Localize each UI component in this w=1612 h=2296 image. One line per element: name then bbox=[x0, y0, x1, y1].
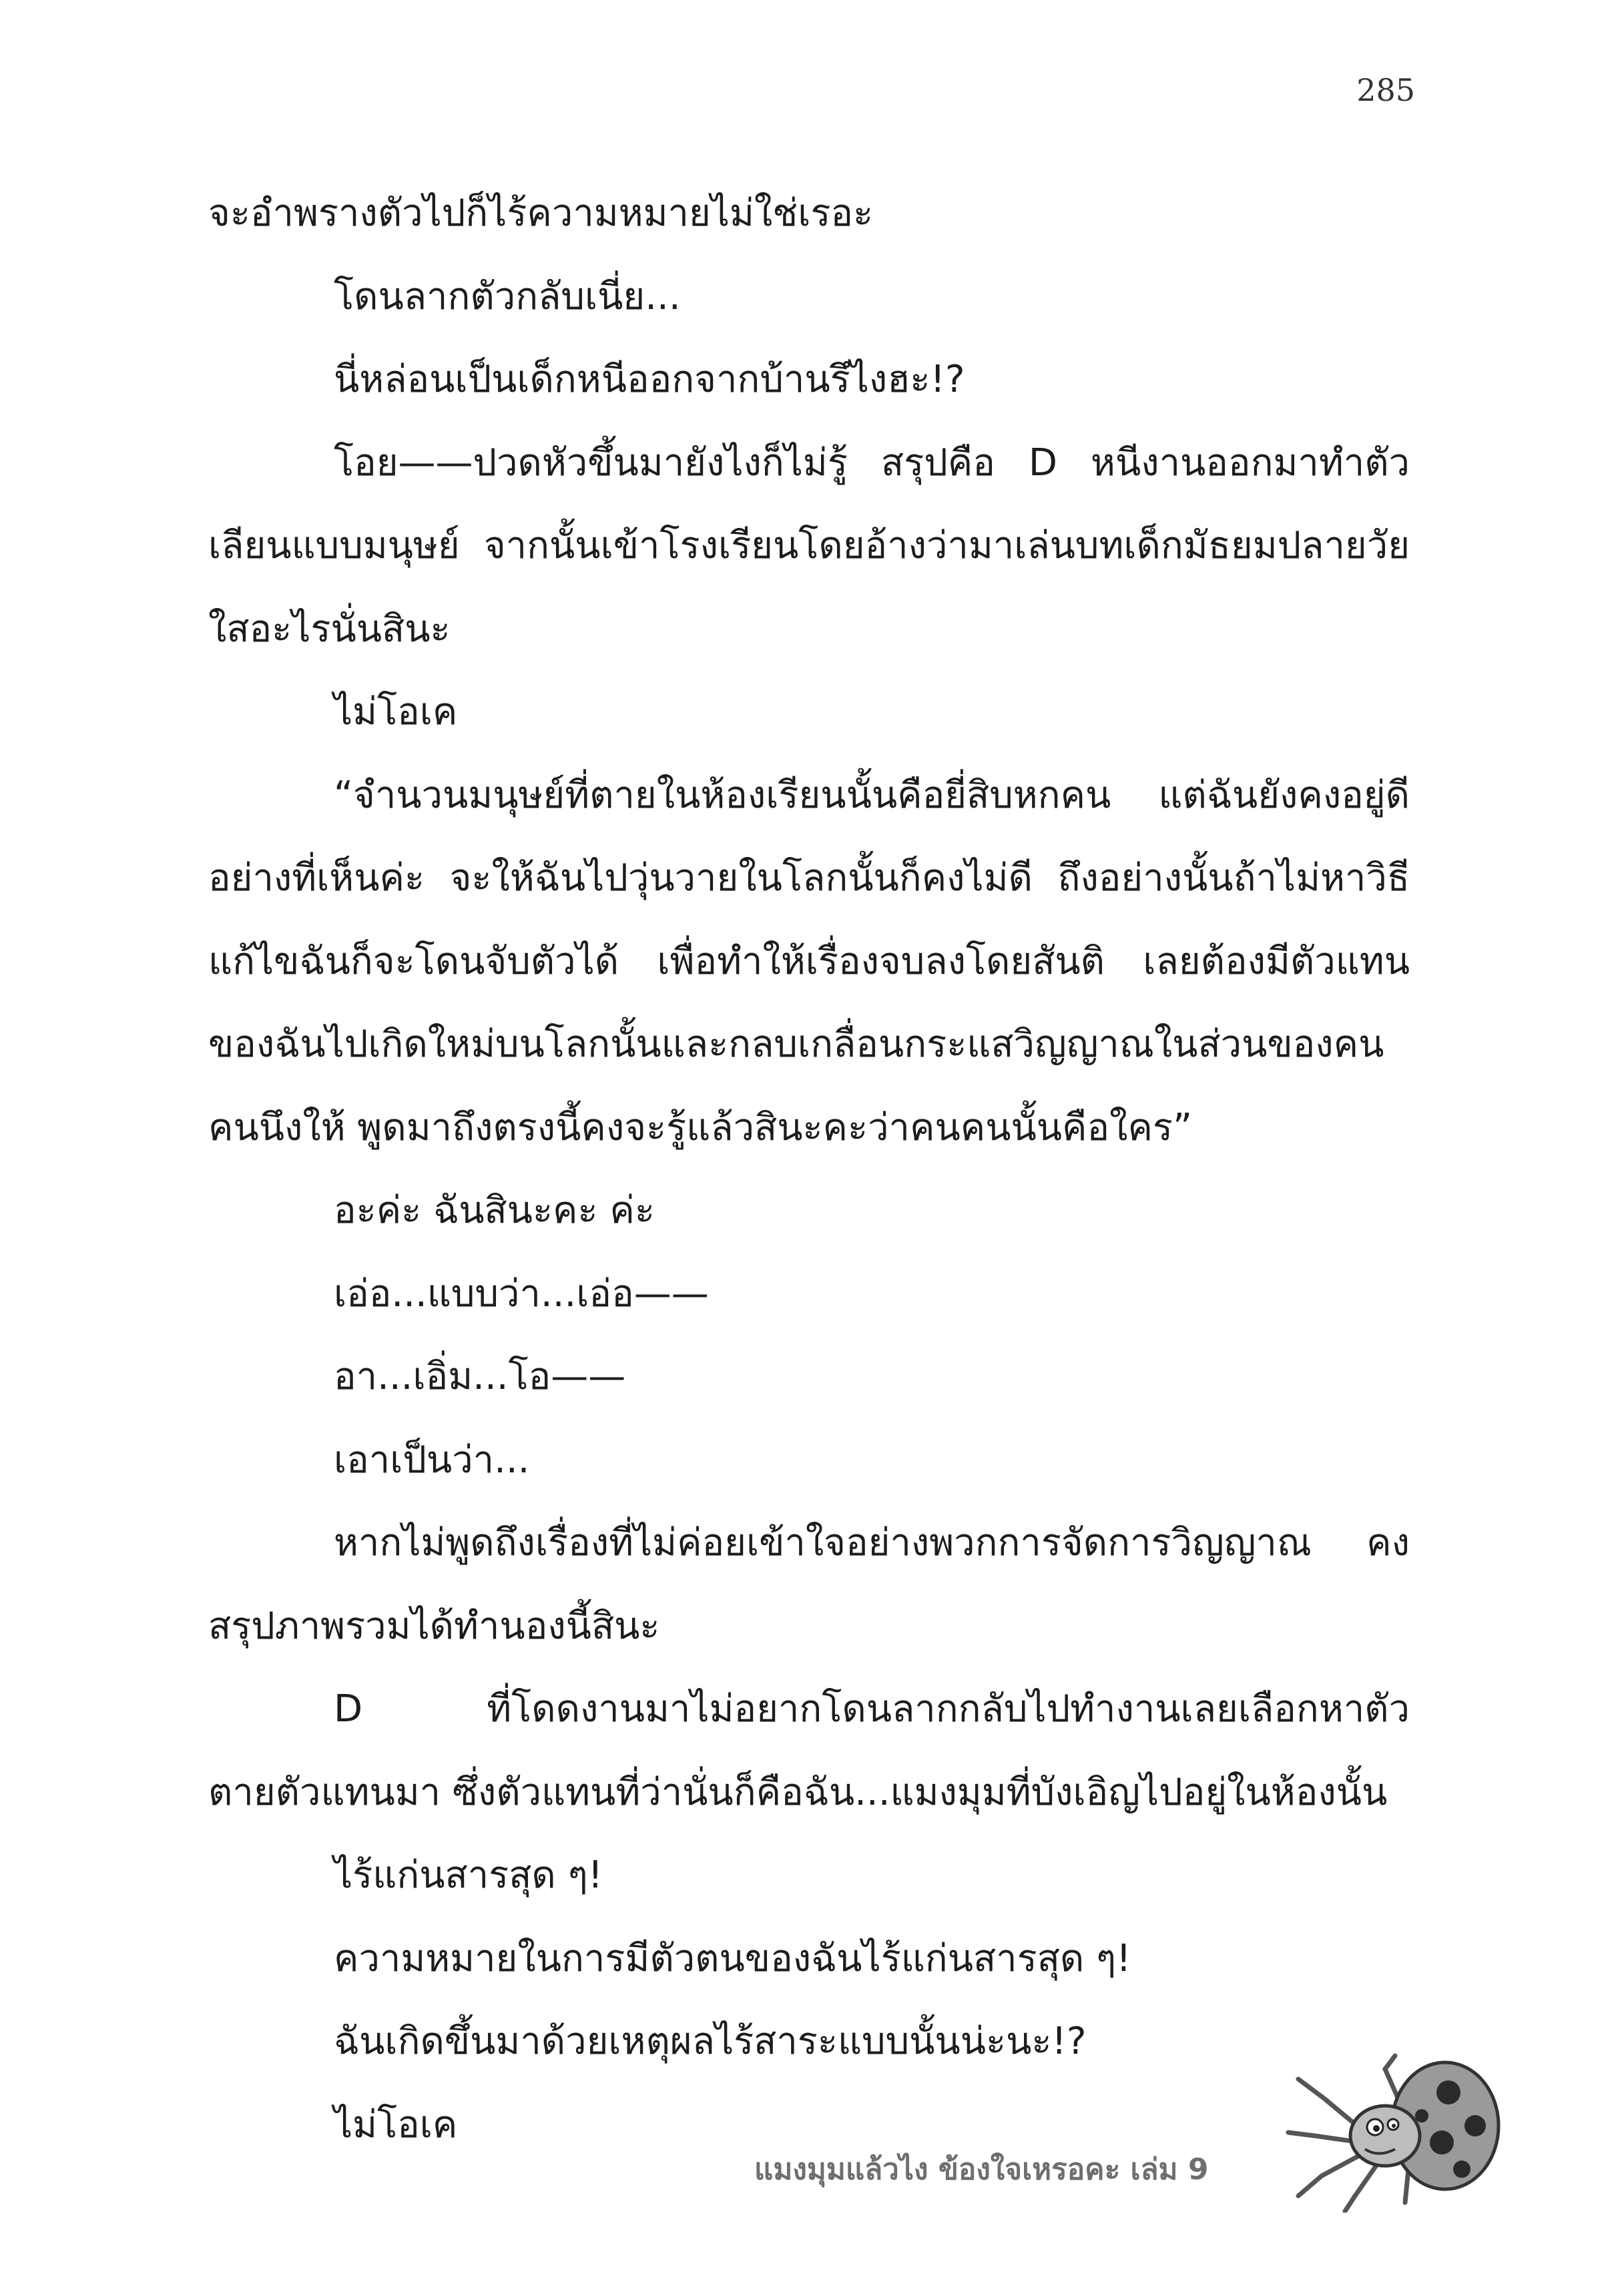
paragraph: เอ่อ...แบบว่า...เอ่อ—— bbox=[334, 1271, 709, 1316]
page-number: 285 bbox=[1356, 72, 1415, 108]
paragraph: เอาเป็นว่า... bbox=[334, 1438, 530, 1482]
paragraph: โอย——ปวดหัวขึ้นมายังไงก็ไม่รู้ สรุปคือ D หนีงานออกมาทำตัวเลียนแบบมนุษย์ จากนั้นเข้าโรงเรียนโดยอ้างว่ามาเล่นบทเด็กมัธยมปลายวัยใสอะไรนั่นสินะ bbox=[208, 441, 1410, 651]
paragraph: ไม่โอเค bbox=[334, 690, 458, 734]
paragraph: นี่หล่อนเป็นเด็กหนีออกจากบ้านรึไงฮะ!? bbox=[334, 358, 965, 401]
paragraph: หากไม่พูดถึงเรื่องที่ไม่ค่อยเข้าใจอย่างพวกการจัดการวิญญาณ คงสรุปภาพรวมได้ทำนองนี้สินะ bbox=[208, 1521, 1410, 1648]
paragraph: จะอำพรางตัวไปก็ไร้ความหมายไม่ใช่เรอะ bbox=[208, 192, 874, 235]
paragraph: ความหมายในการมีตัวตนของฉันไร้แก่นสารสุด ๆ! bbox=[334, 1936, 1131, 1980]
footer-book-title: แมงมุมแล้วไง ข้องใจเหรอคะ เล่ม 9 bbox=[754, 2152, 1209, 2187]
paragraph: อะค่ะ ฉันสินะคะ ค่ะ bbox=[334, 1189, 655, 1232]
paragraph: ไม่โอเค bbox=[334, 2102, 458, 2146]
paragraph: โดนลากตัวกลับเนี่ย... bbox=[334, 274, 681, 318]
paragraph: D ที่โดดงานมาไม่อยากโดนลากกลับไปทำงานเลยเลือกหาตัวตายตัวแทนมา ซึ่งตัวแทนที่ว่านั่นก็คือฉัน...แมงมุมที่บังเอิญไปอยู่ในห้องนั้น bbox=[208, 1687, 1410, 1814]
body-text bbox=[208, 172, 1410, 2167]
paragraph: ไร้แก่นสารสุด ๆ! bbox=[334, 1853, 603, 1897]
paragraph: ฉันเกิดขึ้นมาด้วยเหตุผลไร้สาระแบบนั้นน่ะนะ!? bbox=[334, 2020, 1087, 2063]
spider-mascot-icon bbox=[1285, 2052, 1505, 2213]
paragraph: อา...เอิ่ม...โอ—— bbox=[334, 1355, 626, 1398]
paragraph: “จำนวนมนุษย์ที่ตายในห้องเรียนนั้นคือยี่สิบหกคน แต่ฉันยังคงอยู่ดีอย่างที่เห็นค่ะ จะให้ฉันไปวุ่นวายในโลกนั้นก็คงไม่ดี ถึงอย่างนั้นถ้าไม่หาวิธีแก้ไขฉันก็จะโดนจับตัวได้ เพื่อทำให้เรื่องจบลงโดยสันติ เลยต้องมีตัวแทนของฉันไปเกิดใหม่บนโลกนั้นและกลบเกลื่อนกระแสวิญญาณในส่วนของคนคนนึงให้ พูดมาถึงตรงนี้คงจะรู้แล้วสินะคะว่าคนคนนั้นคือใคร” bbox=[208, 773, 1410, 1149]
